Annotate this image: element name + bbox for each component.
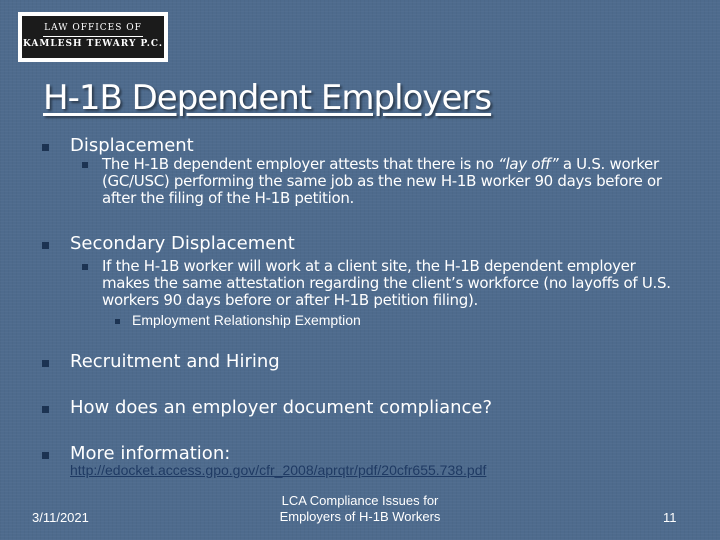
footer-title-line-1: LCA Compliance Issues for: [281, 493, 439, 508]
slide-title: H-1B Dependent Employers: [43, 78, 492, 118]
bullet-document-compliance: How does an employer document compliance?: [70, 397, 493, 418]
bullet-square-icon: [42, 360, 49, 367]
firm-logo-inner: [22, 16, 164, 58]
sub-sub-bullet-square-icon: [115, 319, 120, 324]
sub-bullet-square-icon: [82, 162, 88, 168]
firm-logo: [18, 12, 168, 62]
secondary-displacement-detail: If the H-1B worker will work at a client site, the H-1B dependent employer makes the same attestation regarding the client’s workforce (no layoffs of U.S. workers 90 days before or after H-1B petition filing).: [102, 257, 671, 309]
displacement-detail-end: a U.S. worker (GC/USC) performing the same job as the new H-1B worker 90 days before or after the filing of the H-1B petition.: [102, 155, 662, 207]
bullet-displacement: Displacement: [70, 135, 194, 156]
sub-bullet-square-icon: [82, 264, 88, 270]
lay-off-phrase: “lay off”: [498, 155, 559, 173]
employment-relationship-exemption: Employment Relationship Exemption: [132, 312, 361, 328]
bullet-square-icon: [42, 406, 49, 413]
bullet-square-icon: [42, 242, 49, 249]
bullet-more-information: More information:: [70, 443, 231, 464]
logo-divider: [43, 36, 143, 37]
cfr-pdf-link[interactable]: http://edocket.access.gpo.gov/cfr_2008/aprqtr/pdf/20cfr655.738.pdf: [70, 462, 487, 478]
bullet-square-icon: [42, 452, 49, 459]
bullet-secondary-displacement: Secondary Displacement: [70, 233, 295, 254]
bullet-recruitment-hiring: Recruitment and Hiring: [70, 351, 280, 372]
footer-date: 3/11/2021: [32, 510, 89, 525]
displacement-detail-start: The H-1B dependent employer attests that there is no: [102, 155, 499, 173]
bullet-square-icon: [42, 144, 49, 151]
logo-line-1: LAW OFFICES OF: [44, 23, 142, 34]
footer-title-line-2: Employers of H-1B Workers: [279, 509, 441, 524]
footer-page-number: 11: [663, 510, 677, 525]
logo-line-2: KAMLESH TEWARY P.C.: [22, 39, 164, 49]
footer-presentation-title: [240, 493, 480, 525]
displacement-detail: [102, 156, 682, 207]
